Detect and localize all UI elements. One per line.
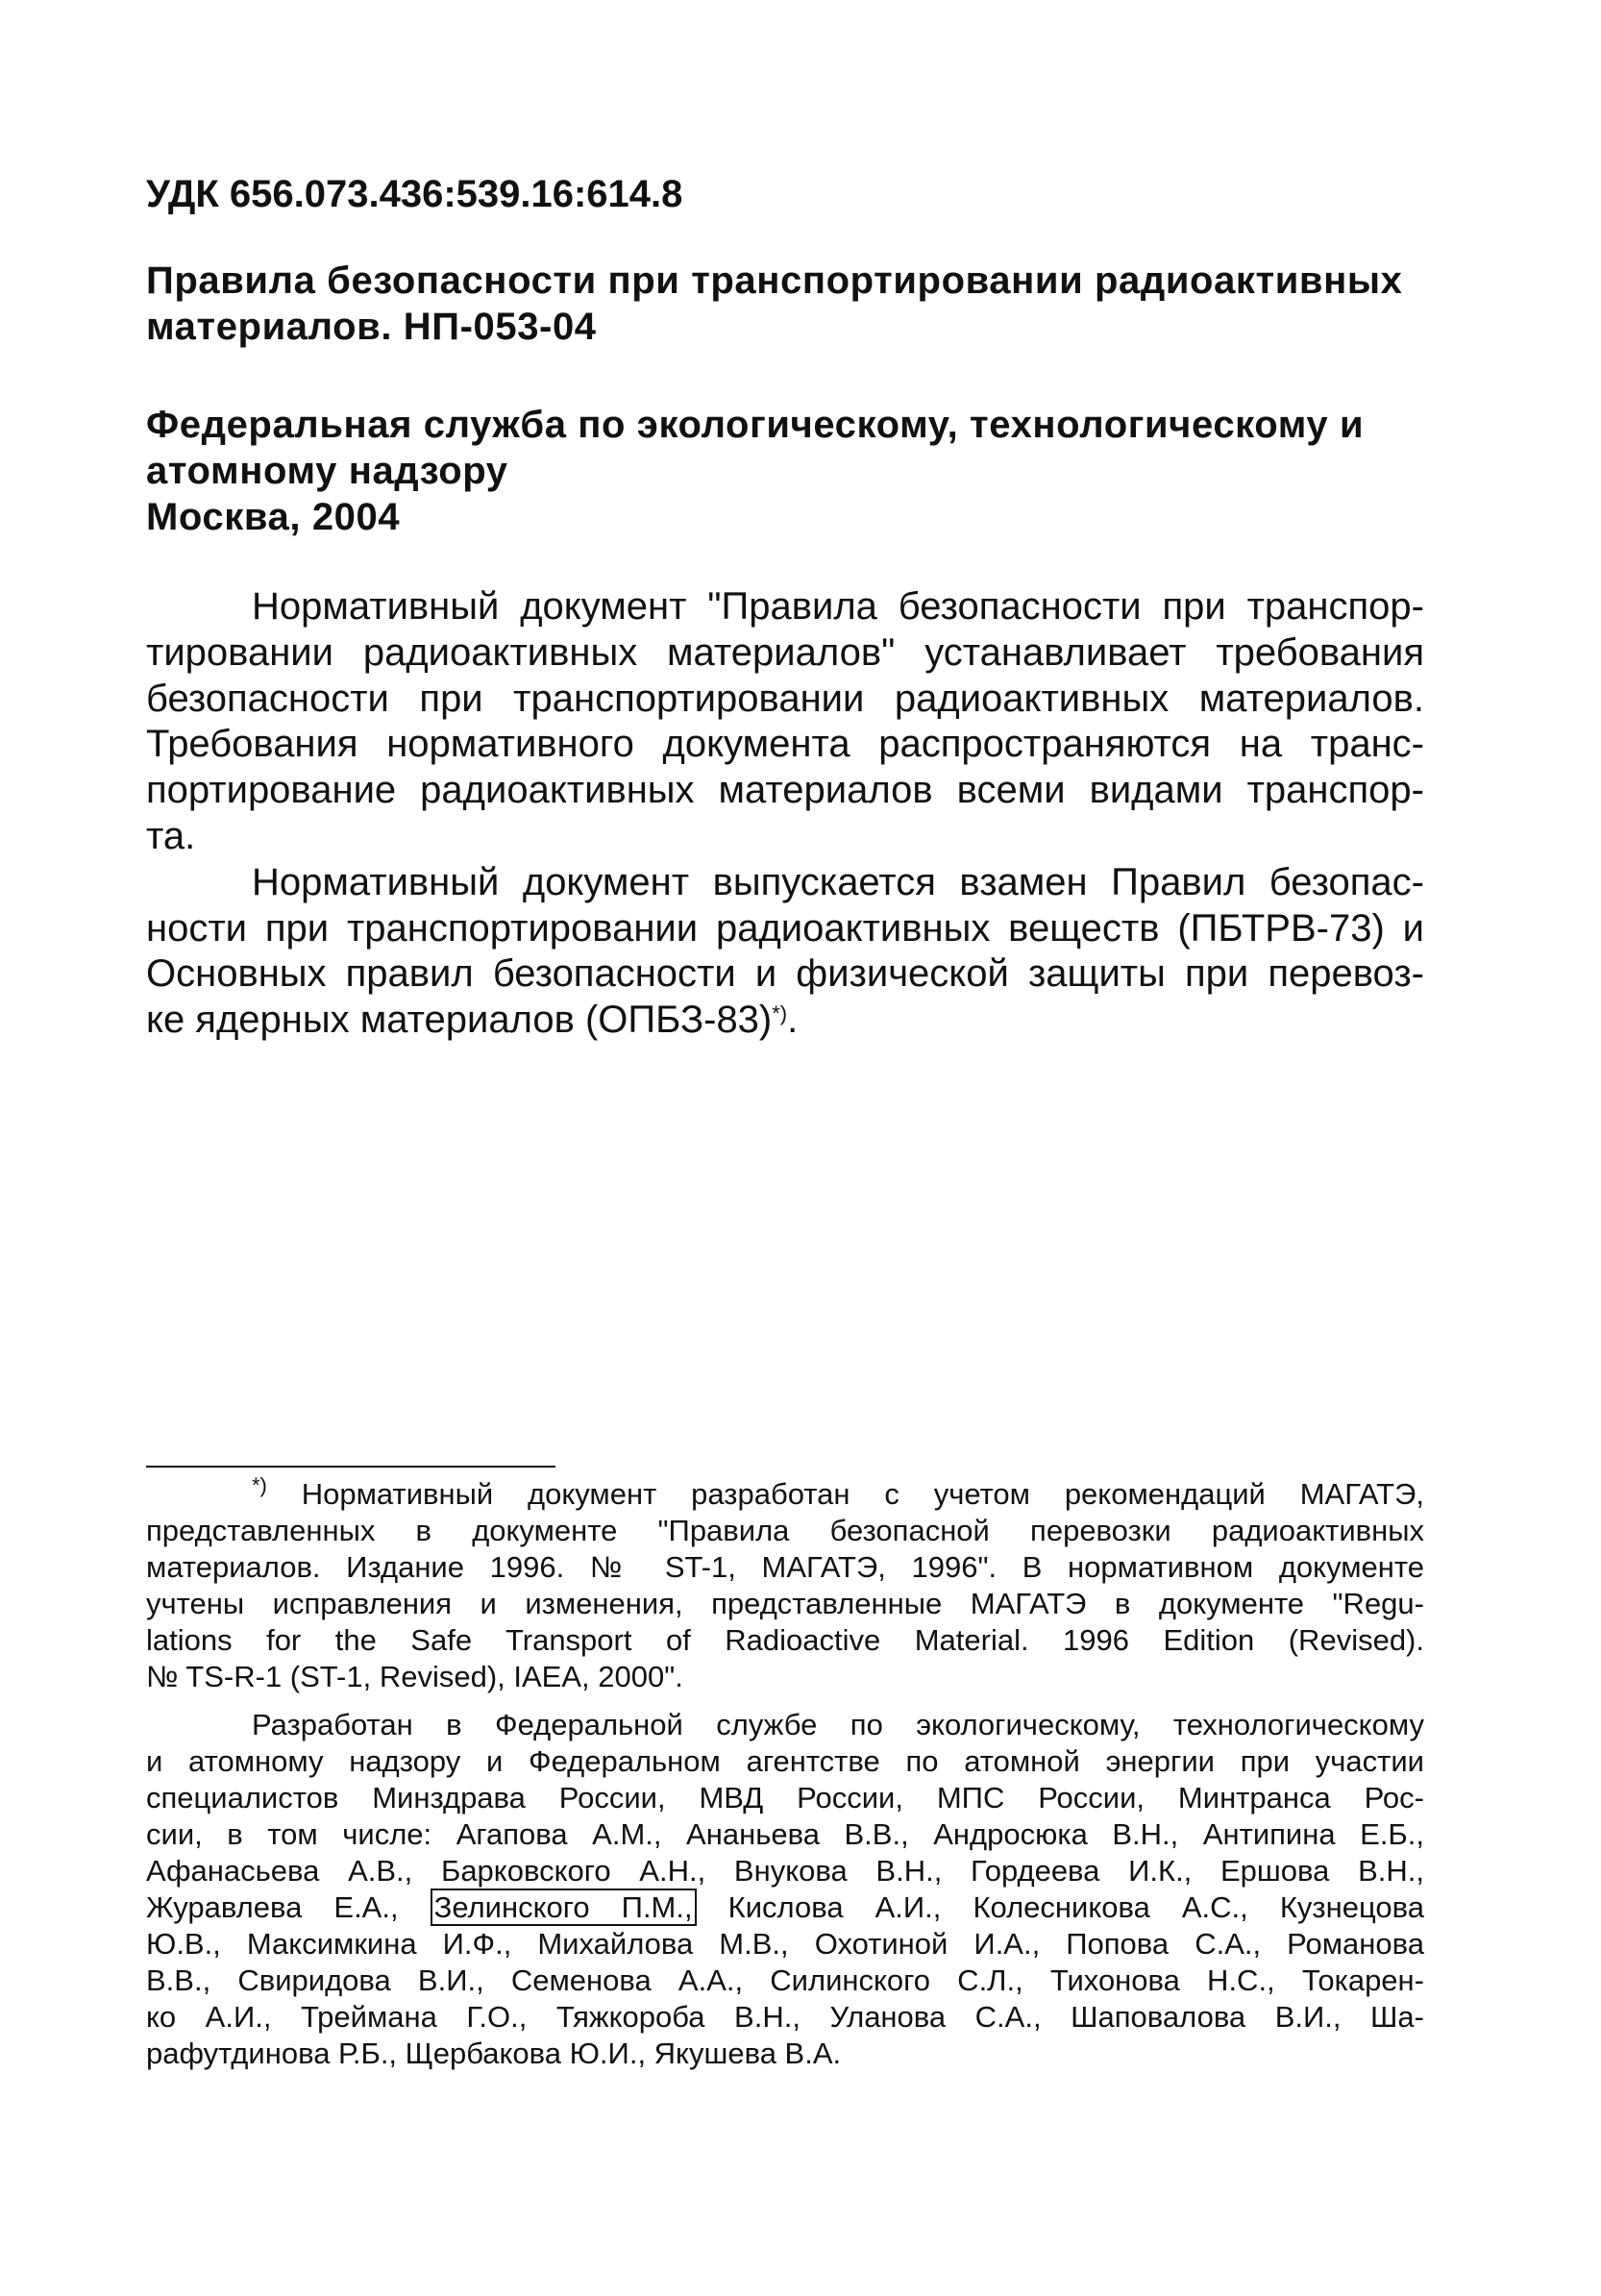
boxed-author-name: Зелинского П.М.,: [431, 1889, 697, 1926]
document-title-line: материалов. НП-053-04: [146, 306, 597, 348]
authors-line: Разработан в Федеральной службе по экологическому, технологическому: [252, 1708, 1424, 1741]
abstract-line: Нормативный документ выпускается взамен Правил безопас-: [252, 860, 1424, 903]
document-title-line: Правила безопасности при транспортировании радиоактивных: [146, 259, 1403, 302]
abstract-line-text: ке ядерных материалов (ОПБЗ-83): [146, 999, 773, 1042]
publisher-name-line: атомному надзору: [146, 450, 508, 492]
footnote-line: материалов. Издание 1996. № ST-1, МАГАТЭ, 1996". В нормативном документе: [146, 1550, 1424, 1584]
footnote-line: представленных в документе "Правила безопасной перевозки радиоактивных: [146, 1514, 1424, 1547]
footnote-gap: [146, 1695, 1424, 1707]
abstract-line: Основных правил безопасности и физической защиты при перевоз-: [146, 952, 1424, 996]
abstract-line: та.: [146, 814, 196, 857]
authors-line: [146, 1889, 1424, 1926]
footnote-text: Нормативный документ разработан с учетом рекомендаций МАГАТЭ,: [301, 1477, 1424, 1511]
footnote-line: № TS-R-1 (ST-1, Revised), IAEA, 2000".: [146, 1660, 683, 1693]
udk-code: УДК 656.073.436:539.16:614.8: [146, 173, 683, 215]
authors-line: ко А.И., Треймана Г.О., Тяжкороба В.Н., Уланова С.А., Шаповалова В.И., Ша-: [146, 2000, 1424, 2034]
publisher-city-year: Москва, 2004: [146, 496, 401, 538]
authors-line: специалистов Минздрава России, МВД России, МПС России, Минтранса Рос-: [146, 1781, 1424, 1815]
abstract-line: Требования нормативного документа распространяются на транс-: [146, 723, 1424, 766]
footnote-line: [146, 1473, 1424, 1513]
authors-line: сии, в том числе: Агапова А.М., Ананьева В.В., Андросюка В.Н., Антипина Е.Б.,: [146, 1817, 1424, 1851]
authors-line: В.В., Свиридова В.И., Семенова А.А., Силинского С.Л., Тихонова Н.С., Токарен-: [146, 1963, 1424, 1997]
abstract-line-end: .: [787, 999, 799, 1042]
author-names: Журавлева Е.А.,: [146, 1890, 399, 1924]
authors-line: Афанасьева А.В., Барковского А.Н., Внукова В.Н., Гордеева И.К., Ершова В.Н.,: [146, 1854, 1424, 1888]
authors-line: рафутдинова Р.Б., Щербакова Ю.И., Якушева В.А.: [146, 2037, 842, 2070]
abstract-line: ности при транспортировании радиоактивных веществ (ПБТРВ-73) и: [146, 906, 1424, 950]
footnote-reference: *): [772, 1001, 788, 1026]
authors-line: и атомному надзору и Федеральном агентстве по атомной энергии при участии: [146, 1744, 1424, 1778]
abstract-line: Нормативный документ "Правила безопасности при транспор-: [252, 585, 1424, 628]
document-title: [146, 258, 1424, 350]
footnote-divider: [146, 1466, 555, 1468]
footnote-marker: *): [252, 1473, 267, 1497]
abstract-line: безопасности при транспортировании радиоактивных материалов.: [146, 677, 1424, 720]
publisher-block: [146, 402, 1424, 540]
authors-line: Ю.В., Максимкина И.Ф., Михайлова М.В., Охотиной И.А., Попова С.А., Романова: [146, 1927, 1424, 1961]
abstract-line: [146, 998, 1424, 1044]
footnote-line: учтены исправления и изменения, представленные МАГАТЭ в документе "Regu-: [146, 1587, 1424, 1620]
author-names: Кислова А.И., Колесникова А.С., Кузнецова: [727, 1890, 1424, 1924]
footnote-line: lations for the Safe Transport of Radioactive Material. 1996 Edition (Revised).: [146, 1623, 1424, 1657]
footnotes: [146, 1473, 1424, 2072]
abstract: [146, 584, 1424, 1044]
publisher-name-line: Федеральная служба по экологическому, технологическому и: [146, 404, 1365, 446]
abstract-line: тировании радиоактивных материалов" устанавливает требования: [146, 630, 1424, 674]
abstract-line: портирование радиоактивных материалов всеми видами транспор-: [146, 769, 1424, 812]
